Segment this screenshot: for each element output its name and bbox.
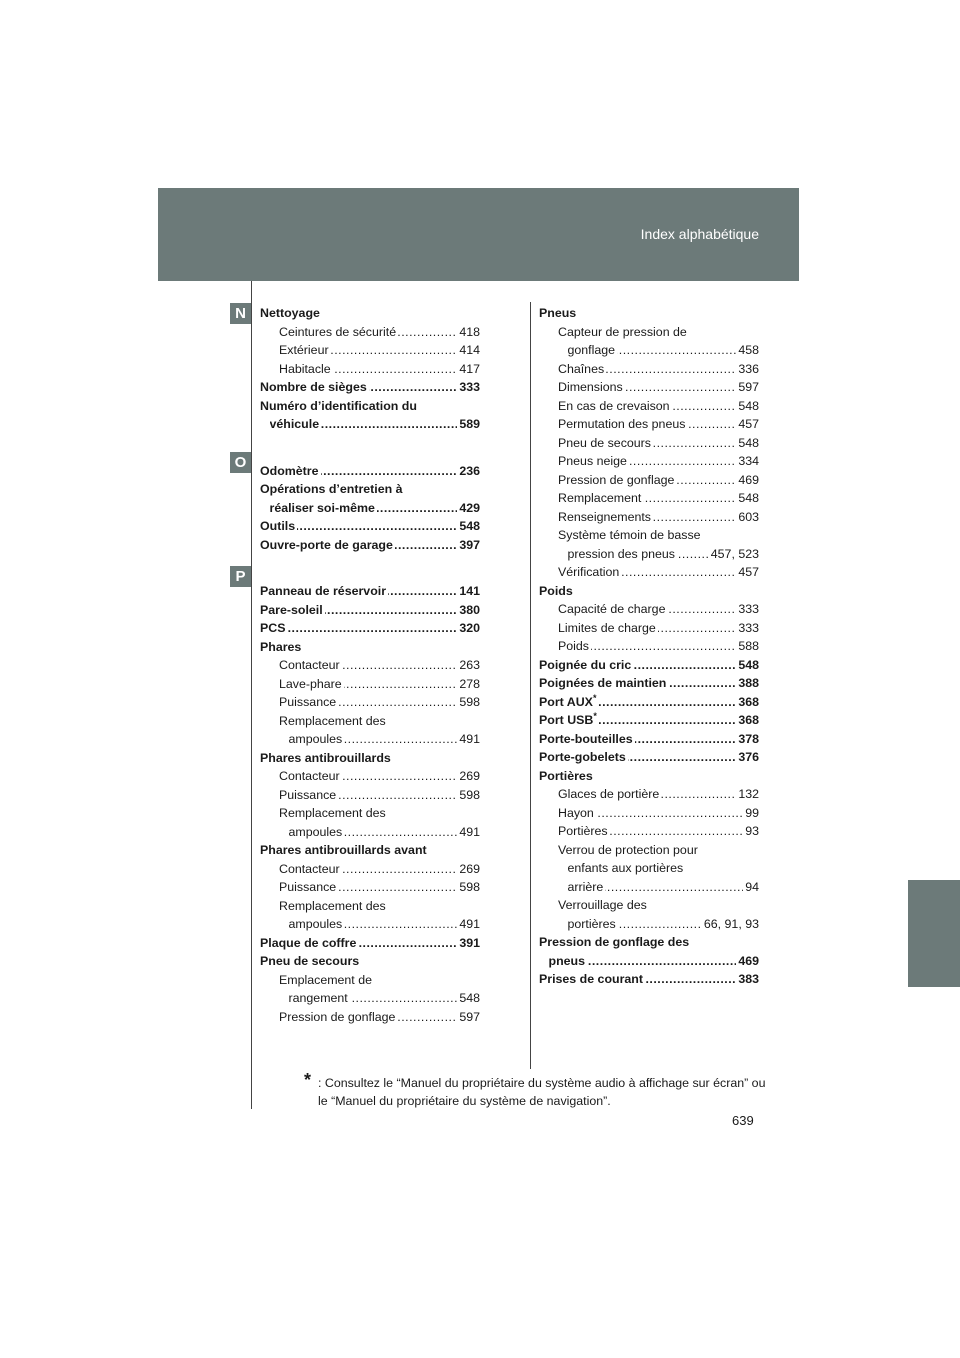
index-entry <box>558 323 759 341</box>
index-entry-page: 99 <box>745 805 759 820</box>
index-entry-text: Phares <box>260 639 302 654</box>
index-entry-text: Emplacement de <box>279 972 372 987</box>
index-entry-text: Système témoin de basse <box>558 528 701 542</box>
index-entry-text: Porte-bouteilles <box>539 731 633 746</box>
index-entry <box>279 767 480 785</box>
index-entry <box>539 711 759 729</box>
index-entry <box>260 536 480 554</box>
index-entry <box>260 841 480 859</box>
index-entry-page: 491 <box>459 917 480 931</box>
index-entry <box>270 499 481 517</box>
index-entry-text: arrière <box>567 879 604 894</box>
index-entry <box>539 748 759 766</box>
section-letter-p: P <box>230 566 251 587</box>
index-entry <box>279 897 480 915</box>
index-entry <box>558 804 759 822</box>
index-entry-text: Opérations d’entretien à <box>260 482 403 496</box>
index-entry-page: 598 <box>459 787 480 802</box>
index-entry-text: Limites de charge <box>558 620 656 635</box>
index-entry-page: 333 <box>738 620 759 635</box>
index-entry <box>558 637 759 655</box>
index-entry-text: Ouvre-porte de garage <box>260 537 393 552</box>
index-entry-page: 397 <box>459 537 480 552</box>
index-entry-text: Renseignements <box>558 509 651 524</box>
index-entry-page: 380 <box>459 602 480 617</box>
index-entry-text: Poids <box>539 583 573 598</box>
index-entry-page: 378 <box>738 731 759 746</box>
index-entry-text: réaliser soi-même <box>269 500 375 515</box>
index-entry-text: Pare-soleil <box>260 602 323 617</box>
index-entry-page: 491 <box>459 732 480 746</box>
index-entry <box>558 841 759 859</box>
index-entry <box>279 971 480 989</box>
footnote-marker: * <box>593 711 597 721</box>
index-entry <box>260 582 480 600</box>
index-entry <box>260 304 480 322</box>
index-entry-text: Prises de courant <box>539 972 643 986</box>
index-entry <box>568 915 760 933</box>
index-entry <box>279 1008 480 1026</box>
index-entry-text: Remplacement des <box>279 898 386 913</box>
index-entry-text: Chaînes <box>558 361 605 376</box>
index-entry-page: 589 <box>459 417 480 431</box>
index-entry <box>558 526 759 544</box>
index-entry-text: Poids <box>558 639 589 653</box>
index-entry <box>260 934 480 952</box>
index-entry <box>558 415 759 433</box>
index-entry-text: Puissance <box>279 787 337 802</box>
index-entry <box>279 323 480 341</box>
index-entry-text: Pression de gonflage <box>279 1009 396 1024</box>
index-entry-text: enfants aux portières <box>567 861 684 875</box>
footnote-text: : Consultez le “Manuel du propriétaire du système audio à affichage sur écran” ou le “Manuel du propriétaire du système de navigation”. <box>318 1076 766 1108</box>
index-entry-page: 94 <box>745 879 759 894</box>
index-entry-page: 457 <box>738 417 759 431</box>
index-entry-text: rangement <box>288 991 348 1005</box>
index-entry <box>549 952 760 970</box>
section-letter-n: N <box>230 303 251 324</box>
index-entry-text: portières <box>567 916 616 931</box>
index-entry-page: 383 <box>738 972 759 986</box>
index-entry <box>539 730 759 748</box>
middle-vertical-rule <box>530 302 531 1069</box>
index-entry-page: 457, 523 <box>710 546 759 561</box>
index-entry <box>539 304 759 322</box>
footnote-star: * <box>304 1070 312 1090</box>
index-entry-page: 269 <box>459 769 480 783</box>
index-entry-text: Numéro d’identification du <box>260 398 417 413</box>
index-entry-page: 548 <box>738 398 759 413</box>
index-entry-text: Capacité de charge <box>558 602 666 616</box>
index-entry <box>279 786 480 804</box>
index-entry <box>279 675 480 693</box>
index-entry-text: Verrouillage des <box>558 898 647 912</box>
index-entry-text: Verrou de protection pour <box>558 842 698 857</box>
section-side-tab <box>908 880 960 987</box>
index-entry-text: Poignée du cric <box>539 657 632 672</box>
index-entry <box>558 508 759 526</box>
index-entry <box>558 563 759 581</box>
index-entry-text: ampoules <box>288 732 343 746</box>
index-entry-page: 269 <box>459 861 480 876</box>
index-entry <box>279 860 480 878</box>
index-entry-page: 469 <box>738 953 759 968</box>
index-entry-text: pression des pneus <box>567 546 675 561</box>
index-entry-text: Remplacement <box>558 491 642 505</box>
index-entry-text: Odomètre <box>260 463 319 478</box>
index-entry <box>558 360 759 378</box>
index-entry-text: Port USB* <box>539 711 597 727</box>
index-entry-text: Remplacement des <box>279 806 386 820</box>
index-entry <box>539 656 759 674</box>
index-entry-page: 418 <box>459 324 480 339</box>
index-entry <box>260 378 480 396</box>
index-entry-page: 548 <box>738 657 759 672</box>
index-entry <box>289 730 481 748</box>
index-entry-text: gonflage <box>567 343 616 357</box>
index-entry-page: 457 <box>738 565 759 579</box>
index-entry <box>260 638 480 656</box>
index-entry-page: 334 <box>738 454 759 468</box>
index-entry <box>539 693 759 711</box>
index-entry-text: Puissance <box>279 880 337 894</box>
index-entry <box>270 415 481 433</box>
left-vertical-rule <box>251 281 252 1109</box>
index-entry-text: Pneus neige <box>558 454 627 468</box>
index-entry-text: Contacteur <box>279 658 340 672</box>
index-entry-text: Lave-phare <box>279 676 342 691</box>
index-entry-text: Phares antibrouillards avant <box>260 843 427 857</box>
index-entry-page: 388 <box>738 676 759 690</box>
index-entry-page: 598 <box>459 695 480 709</box>
index-entry-text: Capteur de pression de <box>558 324 687 339</box>
index-entry-page: 333 <box>738 602 759 616</box>
index-entry <box>260 397 480 415</box>
index-entry <box>558 896 759 914</box>
index-entry-page: 429 <box>459 500 480 515</box>
index-entry-text: En cas de crevaison <box>558 398 670 413</box>
index-entry-text: Puissance <box>279 695 337 709</box>
index-entry-page: 548 <box>459 991 480 1005</box>
index-entry <box>260 749 480 767</box>
index-entry <box>568 859 760 877</box>
index-entry-page: 141 <box>459 584 480 598</box>
index-entry-text: Remplacement des <box>279 713 386 728</box>
index-entry-page: 414 <box>459 343 480 357</box>
index-entry-text: Ceintures de sécurité <box>279 324 397 339</box>
index-entry-text: Porte-gobelets <box>539 750 626 764</box>
index-entry-text: Plaque de coffre <box>260 935 357 950</box>
index-entry-page: 597 <box>459 1009 480 1024</box>
index-entry <box>558 471 759 489</box>
index-entry-text: véhicule <box>269 417 320 431</box>
index-entry-page: 132 <box>738 787 759 801</box>
index-entry-page: 236 <box>459 463 480 478</box>
index-entry-text: Nettoyage <box>260 306 320 320</box>
index-entry-page: 66, 91, 93 <box>703 916 759 931</box>
index-entry-page: 458 <box>738 343 759 357</box>
index-entry-text: Panneau de réservoir <box>260 584 387 598</box>
index-entry-text: Extérieur <box>279 343 329 357</box>
index-entry <box>539 582 759 600</box>
index-entry-page: 368 <box>738 713 759 727</box>
index-entry <box>558 785 759 803</box>
index-entry <box>279 693 480 711</box>
index-entry <box>558 489 759 507</box>
index-entry <box>568 878 760 896</box>
index-entry <box>260 952 480 970</box>
index-entry-page: 391 <box>459 935 480 950</box>
index-entry-text: Poignées de maintien <box>539 676 667 690</box>
index-entry-text: Portières <box>558 824 608 838</box>
dot-leader <box>260 619 480 637</box>
index-entry <box>539 674 759 692</box>
index-entry-page: 368 <box>738 694 759 709</box>
index-entry <box>279 878 480 896</box>
index-entry <box>279 656 480 674</box>
index-entry-text: Glaces de portière <box>558 787 660 801</box>
index-entry-page: 336 <box>738 361 759 376</box>
page-number: 639 <box>732 1113 754 1128</box>
index-entry <box>539 970 759 988</box>
index-entry-text: Portières <box>539 768 593 783</box>
index-entry-page: 597 <box>738 380 759 394</box>
index-entry-text: Port AUX* <box>539 692 597 709</box>
index-entry-text: Hayon <box>558 805 594 820</box>
index-entry <box>260 619 480 637</box>
section-letter-o: O <box>230 452 251 473</box>
index-entry <box>568 341 760 359</box>
index-entry-page: 548 <box>738 491 759 505</box>
index-entry-text: Vérification <box>558 565 620 579</box>
index-entry <box>558 452 759 470</box>
index-entry <box>260 601 480 619</box>
index-entry-text: Pression de gonflage <box>558 472 675 487</box>
index-entry-text: Pneu de secours <box>558 435 651 450</box>
index-entry-page: 333 <box>459 380 480 394</box>
index-entry-text: PCS <box>260 621 286 635</box>
index-entry-text: pneus <box>548 953 585 968</box>
index-entry-text: Phares antibrouillards <box>260 750 391 765</box>
index-entry <box>558 822 759 840</box>
index-entry-page: 93 <box>745 824 759 838</box>
index-entry <box>260 517 480 535</box>
index-entry <box>279 360 480 378</box>
index-entry <box>279 341 480 359</box>
index-entry-text: Pneus <box>539 306 577 320</box>
index-entry <box>558 434 759 452</box>
index-entry-text: Habitacle <box>279 361 331 376</box>
index-entry-page: 320 <box>459 621 480 635</box>
index-entry-text: Contacteur <box>279 769 340 783</box>
index-entry-page: 548 <box>459 519 480 533</box>
index-entry <box>539 933 759 951</box>
index-entry-page: 469 <box>738 472 759 487</box>
index-entry <box>558 600 759 618</box>
index-entry <box>539 767 759 785</box>
index-entry <box>558 378 759 396</box>
header-title: Index alphabétique <box>640 226 759 242</box>
index-entry <box>279 804 480 822</box>
index-entry-text: Pression de gonflage des <box>539 935 690 949</box>
index-entry-text: Outils <box>260 519 296 533</box>
index-entry <box>289 915 481 933</box>
index-entry <box>279 712 480 730</box>
index-entry-page: 376 <box>738 750 759 764</box>
index-entry-text: Pneu de secours <box>260 954 360 968</box>
index-entry-page: 548 <box>738 435 759 450</box>
index-entry-page: 263 <box>459 658 480 672</box>
header-bar <box>158 188 799 281</box>
index-entry <box>289 823 481 841</box>
index-entry-page: 278 <box>459 676 480 691</box>
index-entry <box>558 619 759 637</box>
index-entry <box>558 397 759 415</box>
index-entry-text: Dimensions <box>558 380 623 394</box>
index-entry <box>568 545 760 563</box>
index-entry-text: Nombre de sièges <box>260 380 367 394</box>
index-entry-page: 417 <box>459 361 480 376</box>
index-entry-text: ampoules <box>288 824 343 839</box>
index-entry-text: ampoules <box>288 917 343 931</box>
index-entry <box>289 989 481 1007</box>
index-entry-page: 603 <box>738 509 759 524</box>
index-entry <box>260 480 480 498</box>
index-entry-text: Permutation des pneus <box>558 417 686 431</box>
index-entry <box>260 462 480 480</box>
index-entry-text: Contacteur <box>279 861 340 876</box>
index-entry-page: 598 <box>459 880 480 894</box>
footnote-marker: * <box>592 692 597 703</box>
index-entry-page: 491 <box>459 824 480 839</box>
index-entry-page: 588 <box>738 639 759 653</box>
